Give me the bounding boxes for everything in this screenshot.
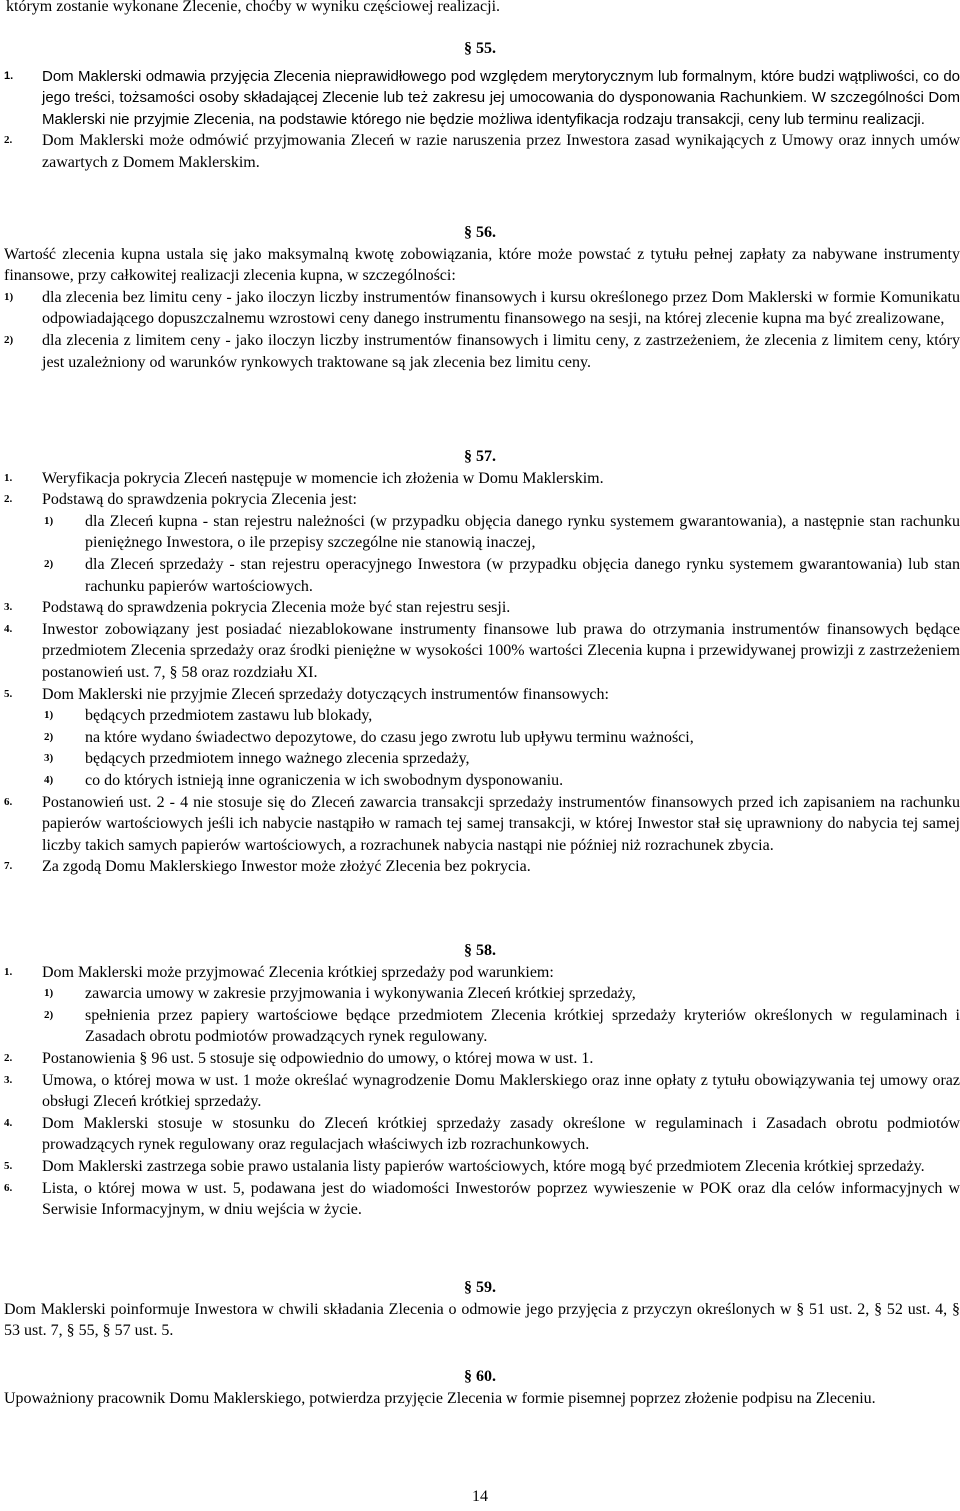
s60-text: Upoważniony pracownik Domu Maklerskiego, potwierdza przyjęcie Zlecenia w formie pisemnej poprzez złożenie podpisu na Zleceniu.: [4, 1389, 876, 1407]
s57-item-2-sub-1: 1) dla Zleceń kupna - stan rejestru należności (w przypadku objęcia danego rynku systemem gwarantowania), a następnie stan rachunku pieniężnego Inwestora, o ile przepisy szczególne nie stanowią inaczej,: [44, 512, 960, 552]
s57-item-5: 5. Dom Maklerski nie przyjmie Zleceń sprzedaży dotyczących instrumentów finansowych:: [4, 685, 609, 703]
s58-item-1: 1. Dom Maklerski może przyjmować Zlecenia krótkiej sprzedaży pod warunkiem:: [4, 963, 554, 981]
section-55: [0, 38, 960, 174]
s57-item-7: 7. Za zgodą Domu Maklerskiego Inwestor może złożyć Zlecenia bez pokrycia.: [4, 858, 531, 876]
section-56-heading: § 56.: [464, 224, 496, 241]
s57-item-2-sub-2: 2) dla Zleceń sprzedaży - stan rejestru operacyjnego Inwestora (w przypadku objęcia danego rynku systemem gwarantowania) lub stan rachunku papierów wartościowych.: [44, 555, 960, 595]
s56-intro: Wartość zlecenia kupna ustala się jako maksymalną kwotę zobowiązania, które może powstać z tytułu pełnej zapłaty za nabywane instrumenty finansowe, przy całkowitej realizacji zlecenia kupna, w szczególności:: [4, 245, 960, 285]
s57-item-5-sub-3: 3) będących przedmiotem innego ważnego zlecenia sprzedaży,: [44, 750, 470, 768]
s58-item-2: 2. Postanowienia § 96 ust. 5 stosuje się odpowiednio do umowy, o której mowa w ust. 1.: [4, 1049, 594, 1067]
s56-item-2: 2) dla zlecenia z limitem ceny - jako iloczyn liczby instrumentów finansowych i limitu ceny, z zastrzeżeniem, że zlecenia z limitem ceny, który jest uzależniony od warunków rynkowych traktowane są jak zlecenia bez limitu ceny.: [4, 331, 960, 371]
s57-item-1: 1. Weryfikacja pokrycia Zleceń następuje w momencie ich złożenia w Domu Maklerskim.: [4, 469, 604, 487]
s58-item-1-sub-1: 1) zawarcia umowy w zakresie przyjmowania i wykonywania Zleceń krótkiej sprzedaży,: [44, 985, 636, 1003]
s57-item-5-sub-2: 2) na które wydano świadectwo depozytowe, do czasu jego zwrotu lub upływu terminu ważności,: [44, 728, 694, 746]
section-60: [0, 1366, 960, 1409]
continuation-line: którym zostanie wykonane Zlecenie, choćby w wyniku częściowej realizacji.: [6, 0, 501, 15]
s55-item-1: 1. Dom Maklerski odmawia przyjęcia Zlecenia nieprawidłowego pod względem merytorycznym lub formalnym, które budzi wątpliwości, co do jego treści, tożsamości osoby składającej Zlecenie lub też zakresu jej umocowania do dysponowania Rachunkiem. W szczególności Dom Maklerski nie przyjmie Zlecenia, na podstawie którego nie będzie możliwa identyfikacja rodzaju transakcji, ceny lub terminu realizacji.: [4, 67, 960, 128]
s57-item-3: 3. Podstawą do sprawdzenia pokrycia Zlecenia może być stan rejestru sesji.: [4, 599, 511, 617]
s57-item-2: 2. Podstawą do sprawdzenia pokrycia Zlecenia jest:: [4, 491, 357, 509]
s59-text: Dom Maklerski poinformuje Inwestora w chwili składania Zlecenia o odmowie jego przyjęcia z przyczyn określonych w § 51 ust. 2, § 52 ust. 4, § 53 ust. 7, § 55, § 57 ust. 5.: [4, 1300, 960, 1340]
section-59: [0, 1277, 960, 1342]
section-59-heading: § 59.: [464, 1279, 496, 1296]
s57-item-4: 4. Inwestor zobowiązany jest posiadać niezablokowane instrumenty finansowe lub prawa do otrzymania instrumentów finansowych będące przedmiotem Zlecenia sprzedaży oraz środki pieniężne w wysokości 100% wartości Zlecenia kupna i przewidywanej prowizji z zastrzeżeniem postanowień ust. 7, § 58 oraz rozdziału XI.: [4, 620, 960, 681]
section-60-heading: § 60.: [464, 1368, 496, 1385]
section-56: [0, 222, 960, 373]
s56-item-1: 1) dla zlecenia bez limitu ceny - jako iloczyn liczby instrumentów finansowych i kursu określonego przez Dom Maklerski w formie Komunikatu odpowiadającego dopuszczalnemu wzrostowi ceny danego instrumentu finansowego na sesji, na której zlecenie kupna ma być zrealizowane,: [4, 288, 960, 328]
s58-item-3: 3. Umowa, o której mowa w ust. 1 może określać wynagrodzenie Domu Maklerskiego oraz inne opłaty z tytułu obowiązywania tej umowy oraz obsługi Zleceń krótkiej sprzedaży.: [4, 1071, 960, 1111]
s58-item-5: 5. Dom Maklerski zastrzega sobie prawo ustalania listy papierów wartościowych, które mogą być przedmiotem Zlecenia krótkiej sprzedaży.: [4, 1157, 925, 1175]
section-57: [0, 446, 960, 878]
s57-item-5-sub-4: 4) co do których istnieją inne ograniczenia w ich swobodnym dysponowaniu.: [44, 771, 564, 789]
s55-item-2: 2. Dom Maklerski może odmówić przyjmowania Zleceń w razie naruszenia przez Inwestora zasad wynikających z Umowy oraz innych umów zawartych z Domem Maklerskim.: [4, 132, 960, 171]
s57-item-6: 6. Postanowień ust. 2 - 4 nie stosuje się do Zleceń zawarcia transakcji sprzedaży instrumentów finansowych przed ich zapisaniem na rachunku papierów wartościowych jeśli ich nabycie nastąpiło w ramach tej samej transakcji, w której Inwestor stał się uprawniony do nabycia tej samej liczby takich samych papierów wartościowych, a rozrachunek nabycia nastąpi nie później niż rozrachunek zbycia.: [4, 793, 960, 854]
section-58-heading: § 58.: [464, 942, 496, 959]
section-55-heading: § 55.: [464, 40, 496, 57]
section-58: [0, 940, 960, 1221]
s58-item-4: 4. Dom Maklerski stosuje w stosunku do Zleceń krótkiej sprzedaży zasady określone w regulaminach i Zasadach obrotu podmiotów prowadzących rynek regulowany oraz regulacjach właściwych izb rozrachunkowych.: [4, 1114, 960, 1154]
page-number: 14: [472, 1488, 488, 1505]
s58-item-6: 6. Lista, o której mowa w ust. 5, podawana jest do wiadomości Inwestorów poprzez wywieszenie w POK oraz dla celów informacyjnych w Serwisie Informacyjnym, w dniu wejścia w życie.: [4, 1179, 960, 1219]
section-57-heading: § 57.: [464, 448, 496, 465]
s57-item-5-sub-1: 1) będących przedmiotem zastawu lub blokady,: [44, 707, 373, 725]
s58-item-1-sub-2: 2) spełnienia przez papiery wartościowe będące przedmiotem Zlecenia krótkiej sprzedaży kryteriów określonych w regulaminach i Zasadach obrotu podmiotów prowadzących rynek regulowany.: [44, 1006, 960, 1046]
